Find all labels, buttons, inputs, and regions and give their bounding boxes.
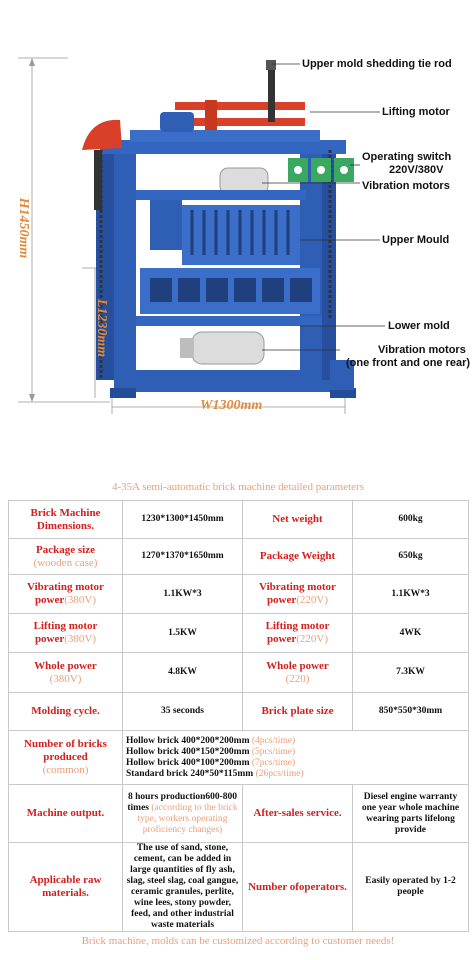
value-lifting-motor-380: 1.5KW bbox=[123, 614, 243, 653]
label-bricks-produced: Number of bricks produced (common) bbox=[9, 731, 123, 785]
value-lifting-motor-220: 4WK bbox=[353, 614, 469, 653]
label-whole-power-220: Whole power (220) bbox=[243, 653, 353, 693]
value-vibrating-motor-380: 1.1KW*3 bbox=[123, 575, 243, 614]
label-upper-mold-tie-rod: Upper mold shedding tie rod bbox=[302, 58, 452, 70]
list-item: Hollow brick 400*150*200mm (5pcs/time) bbox=[126, 746, 296, 757]
table-row bbox=[9, 614, 469, 653]
value-operators: Easily operated by 1-2 people bbox=[353, 843, 469, 932]
label-lifting-motor-380: Lifting motor power(380V) bbox=[9, 614, 123, 653]
label-lower-mold: Lower mold bbox=[388, 320, 450, 332]
list-item: Hollow brick 400*200*200mm (4pcs/time) bbox=[126, 735, 296, 746]
label-one-front-one-rear: (one front and one rear) bbox=[346, 357, 471, 369]
value-raw-materials: The use of sand, stone, cement, can be added in large quantities of fly ash, slag, steel slag, coal gangue, ceramic granules, perlite, wine lees, stony powder, feed, and other industrial waste materials bbox=[123, 843, 243, 932]
value-package-size: 1270*1370*1650mm bbox=[123, 539, 243, 575]
table-row bbox=[9, 539, 469, 575]
value-whole-power-380: 4.8KW bbox=[123, 653, 243, 693]
label-vibration-motors-2: Vibration motors bbox=[378, 344, 466, 356]
value-package-weight: 650kg bbox=[353, 539, 469, 575]
label-package-weight: Package Weight bbox=[243, 539, 353, 575]
label-operators: Number ofoperators. bbox=[243, 843, 353, 932]
dimension-height: H1450mm bbox=[16, 197, 31, 259]
label-machine-output: Machine output. bbox=[9, 785, 123, 843]
table-row bbox=[9, 843, 469, 932]
table-row bbox=[9, 575, 469, 614]
label-net-weight: Net weight bbox=[243, 501, 353, 539]
label-package-size: Package size (wooden case) bbox=[9, 539, 123, 575]
table-row bbox=[9, 693, 469, 731]
value-machine-output: 8 hours production600-800 times (according to the brick type, workers operating proficiency changes) bbox=[123, 785, 243, 843]
value-after-sales: Diesel engine warranty one year whole machine wearing parts lifelong provide bbox=[353, 785, 469, 843]
table-row bbox=[9, 653, 469, 693]
list-item: Hollow brick 400*100*200mm (7pcs/time) bbox=[126, 757, 296, 768]
value-vibrating-motor-220: 1.1KW*3 bbox=[353, 575, 469, 614]
value-net-weight: 600kg bbox=[353, 501, 469, 539]
label-lifting-motor-220: Lifting motor power(220V) bbox=[243, 614, 353, 653]
label-vibrating-motor-380: Vibrating motor power(380V) bbox=[9, 575, 123, 614]
dimension-width: W1300mm bbox=[200, 398, 263, 413]
label-molding-cycle: Molding cycle. bbox=[9, 693, 123, 731]
value-bricks-produced bbox=[123, 731, 469, 785]
label-lifting-motor: Lifting motor bbox=[382, 106, 450, 118]
label-raw-materials: Applicable raw materials. bbox=[9, 843, 123, 932]
dimension-length: L1230mm bbox=[94, 298, 109, 358]
label-upper-mould: Upper Mould bbox=[382, 234, 450, 246]
sheet-footer: Brick machine, molds can be customized according to customer needs! bbox=[81, 935, 395, 947]
value-brick-plate-size: 850*550*30mm bbox=[353, 693, 469, 731]
machine-diagram bbox=[0, 0, 474, 445]
label-vibration-motors: Vibration motors bbox=[362, 180, 450, 192]
table-row bbox=[9, 785, 469, 843]
value-molding-cycle: 35 seconds bbox=[123, 693, 243, 731]
label-dimensions: Brick Machine Dimensions. bbox=[9, 501, 123, 539]
sheet-title: 4-35A semi-automatic brick machine detailed parameters bbox=[112, 481, 364, 493]
label-operating-switch: Operating switch bbox=[362, 151, 452, 163]
label-brick-plate-size: Brick plate size bbox=[243, 693, 353, 731]
parameter-sheet bbox=[8, 474, 468, 956]
table-row bbox=[9, 501, 469, 539]
parameter-table bbox=[8, 500, 469, 932]
label-after-sales: After-sales service. bbox=[243, 785, 353, 843]
label-operating-switch-voltage: 220V/380V bbox=[389, 164, 444, 176]
value-whole-power-220: 7.3KW bbox=[353, 653, 469, 693]
list-item: Standard brick 240*50*115mm (26pcs/time) bbox=[126, 768, 304, 779]
label-vibrating-motor-220: Vibrating motor power(220V) bbox=[243, 575, 353, 614]
table-row bbox=[9, 731, 469, 785]
value-dimensions: 1230*1300*1450mm bbox=[123, 501, 243, 539]
label-whole-power-380: Whole power (380V) bbox=[9, 653, 123, 693]
